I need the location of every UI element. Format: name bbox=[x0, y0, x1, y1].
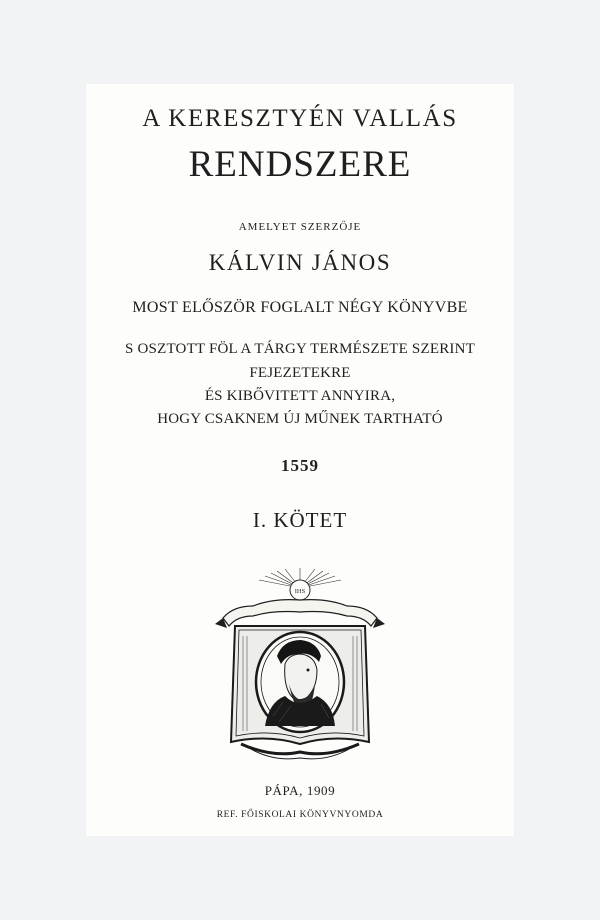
subtitle-line-5: HOGY CSAKNEM ÚJ MŰNEK TARTHATÓ bbox=[157, 411, 443, 427]
volume-label: I. KÖTET bbox=[252, 508, 348, 532]
main-title: RENDSZERE bbox=[188, 144, 412, 185]
title-line-1: A KERESZTYÉN VALLÁS bbox=[142, 105, 458, 132]
author-name: KÁLVIN JÁNOS bbox=[208, 250, 392, 275]
calvin-portrait-emblem-icon bbox=[213, 566, 387, 764]
author-intro: AMELYET SZERZŐJE bbox=[238, 221, 362, 233]
imprint-place-date: PÁPA, 1909 bbox=[264, 783, 336, 798]
subtitle-line-2: S OSZTOTT FÖL A TÁRGY TERMÉSZETE SZERINT bbox=[125, 341, 475, 357]
subtitle-line-3: FEJEZETEKRE bbox=[249, 365, 351, 381]
imprint-publisher: REF. FŐISKOLAI KÖNYVNYOMDA bbox=[216, 810, 384, 820]
sun-text: IHS bbox=[294, 588, 306, 595]
year: 1559 bbox=[281, 456, 319, 475]
subtitle-line-4: ÉS KIBŐVITETT ANNYIRA, bbox=[204, 388, 396, 404]
title-page bbox=[86, 84, 514, 836]
subtitle-line-1: MOST ELŐSZÖR FOGLALT NÉGY KÖNYVBE bbox=[132, 299, 468, 316]
